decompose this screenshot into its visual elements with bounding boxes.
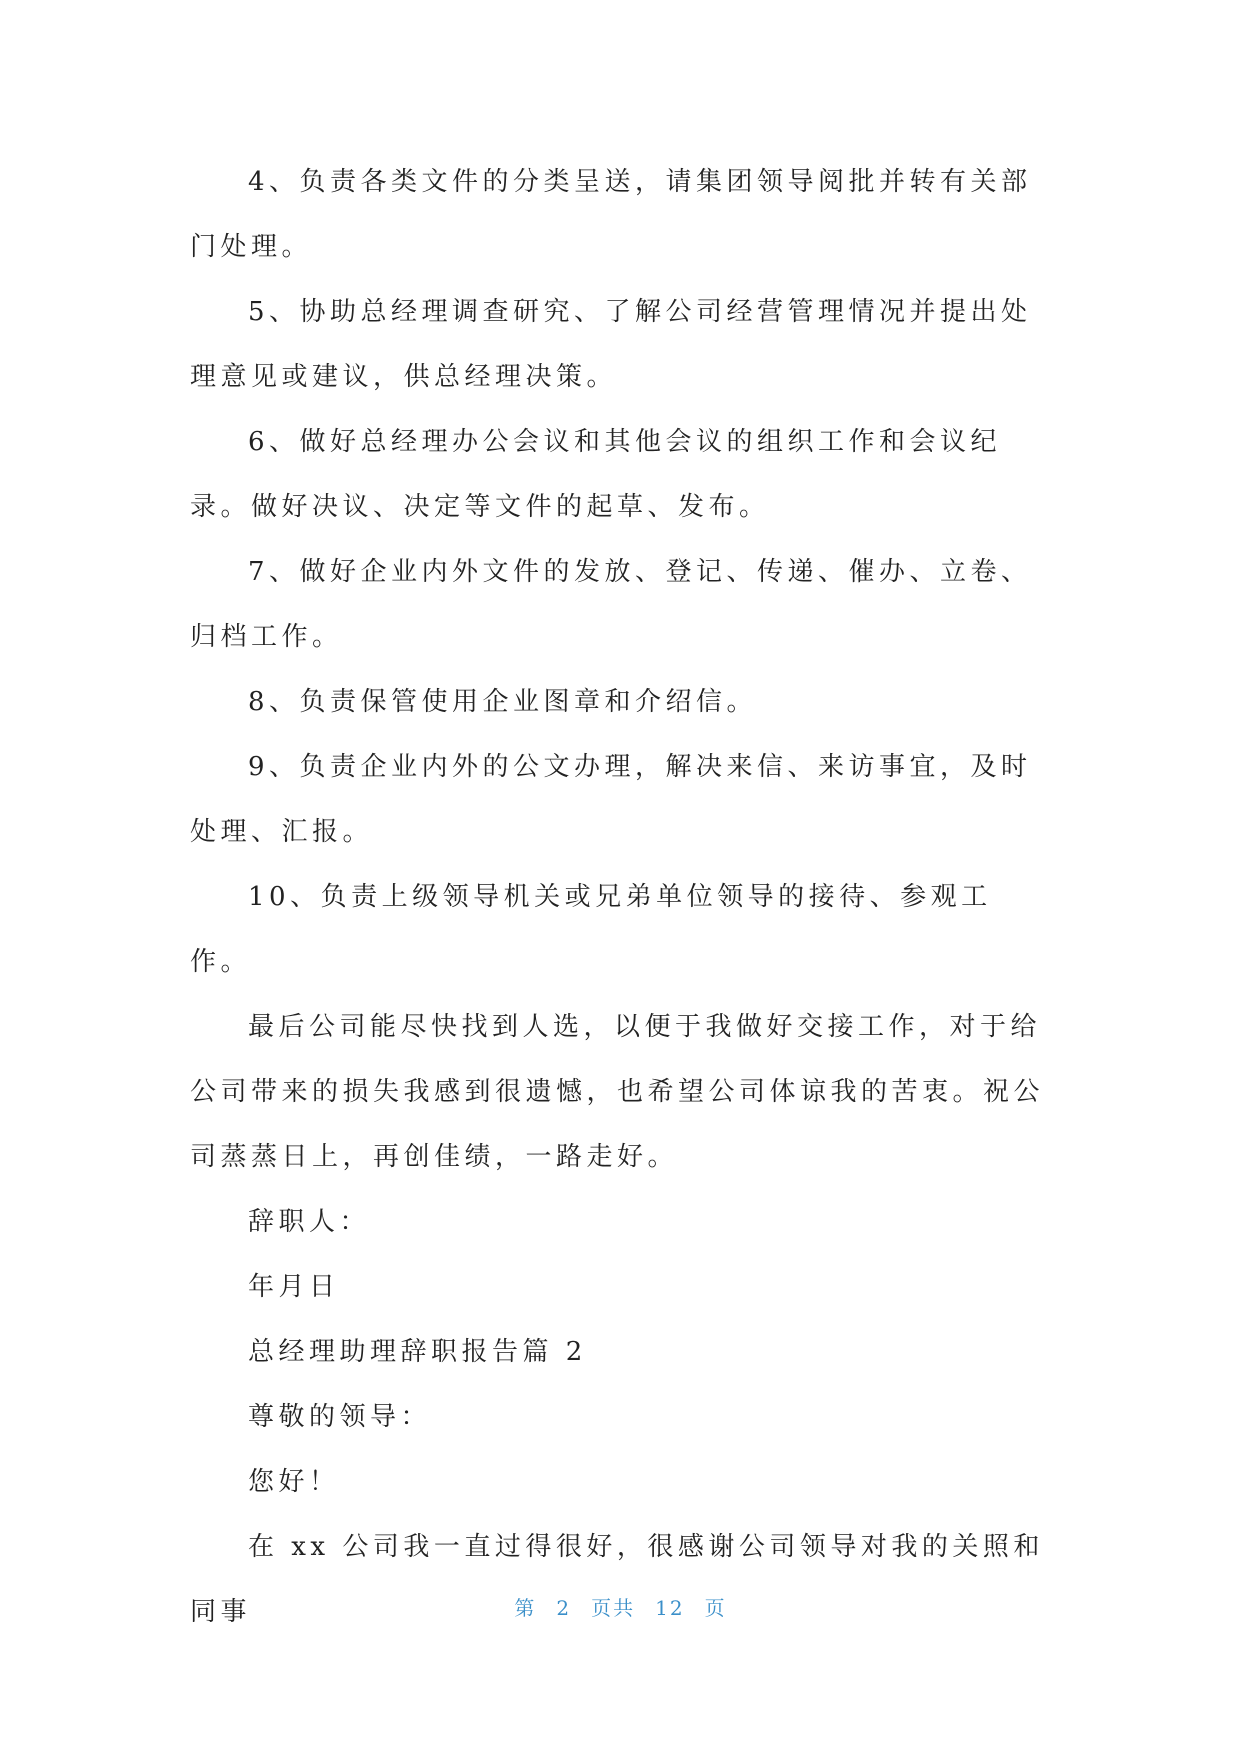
body-paragraph: 在 xx 公司我一直过得很好，很感谢公司领导对我的关照和同事 xyxy=(190,1532,1044,1627)
footer-middle: 页共 xyxy=(591,1596,636,1620)
paragraph-item-4: 4、负责各类文件的分类呈送，请集团领导阅批并转有关部门处理。 xyxy=(190,167,1032,262)
date-line: 年月日 xyxy=(248,1272,340,1302)
paragraph-item-5: 5、协助总经理调查研究、了解公司经营管理情况并提出处理意见或建议，供总经理决策。 xyxy=(190,297,1032,392)
footer-current-page: 2 xyxy=(556,1596,572,1620)
paragraph-item-10: 10、负责上级领导机关或兄弟单位领导的接待、参观工作。 xyxy=(190,882,992,977)
greeting: 您好！ xyxy=(248,1467,340,1497)
footer-total-pages: 12 xyxy=(655,1596,685,1620)
footer-suffix: 页 xyxy=(704,1596,727,1620)
document-body xyxy=(190,150,1052,1645)
resigner-label: 辞职人： xyxy=(248,1207,371,1237)
salutation: 尊敬的领导： xyxy=(248,1402,432,1432)
page-footer xyxy=(0,1592,1241,1621)
closing-paragraph: 最后公司能尽快找到人选，以便于我做好交接工作，对于给公司带来的损失我感到很遗憾，也希望公司体谅我的苦衷。祝公司蒸蒸日上，再创佳绩，一路走好。 xyxy=(190,1012,1045,1172)
paragraph-item-8: 8、负责保管使用企业图章和介绍信。 xyxy=(248,687,758,717)
paragraph-item-7: 7、做好企业内外文件的发放、登记、传递、催办、立卷、归档工作。 xyxy=(190,557,1032,652)
paragraph-item-9: 9、负责企业内外的公文办理，解决来信、来访事宜，及时处理、汇报。 xyxy=(190,752,1032,847)
footer-prefix: 第 xyxy=(514,1596,537,1620)
section-title: 总经理助理辞职报告篇 2 xyxy=(248,1337,587,1367)
paragraph-item-6: 6、做好总经理办公会议和其他会议的组织工作和会议纪录。做好决议、决定等文件的起草、发布。 xyxy=(190,427,1002,522)
